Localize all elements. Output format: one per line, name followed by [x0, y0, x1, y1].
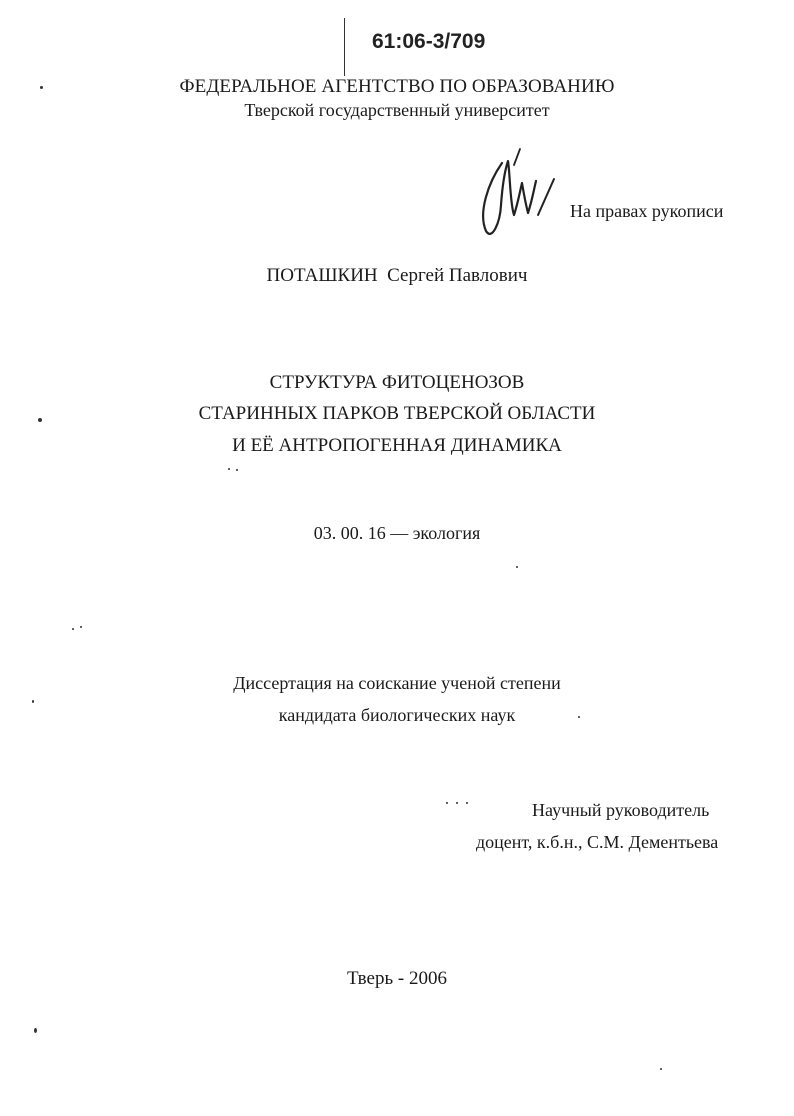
scan-speck	[236, 469, 238, 471]
scan-speck	[80, 626, 82, 628]
scan-speck	[38, 418, 42, 422]
margin-rule	[344, 18, 345, 76]
scan-speck	[32, 700, 34, 703]
scan-speck	[228, 468, 230, 470]
scan-speck	[516, 566, 518, 568]
rights-note: На правах рукописи	[570, 201, 724, 221]
scan-speck	[578, 716, 580, 718]
agency-name: ФЕДЕРАЛЬНОЕ АГЕНТСТВО ПО ОБРАЗОВАНИЮ	[179, 76, 615, 97]
scan-speck	[446, 802, 448, 804]
degree-line: кандидата биологических наук	[278, 705, 516, 725]
dissertation-title-line: СТАРИННЫХ ПАРКОВ ТВЕРСКОЙ ОБЛАСТИ	[198, 403, 596, 424]
scan-speck	[466, 802, 468, 804]
author-name: ПОТАШКИН Сергей Павлович	[266, 265, 528, 286]
dissertation-title-line: СТРУКТУРА ФИТОЦЕНОЗОВ	[269, 372, 525, 393]
specialty-code: 03. 00. 16 — экология	[313, 523, 481, 543]
dissertation-title-line: И ЕЁ АНТРОПОГЕННАЯ ДИНАМИКА	[232, 435, 562, 456]
supervisor-name: доцент, к.б.н., С.М. Дементьева	[476, 832, 719, 852]
degree-line: Диссертация на соискание ученой степени	[233, 673, 561, 693]
catalog-number: 61:06-3/709	[372, 30, 486, 53]
scan-speck	[34, 1028, 37, 1033]
place-year: Тверь - 2006	[347, 968, 447, 989]
supervisor-label: Научный руководитель	[532, 800, 710, 820]
scan-speck	[456, 802, 458, 804]
scan-speck	[72, 628, 74, 630]
university-name: Тверской государственный университет	[244, 100, 550, 120]
scan-speck	[40, 86, 43, 89]
signature-icon	[474, 143, 564, 243]
scan-speck	[660, 1068, 662, 1070]
